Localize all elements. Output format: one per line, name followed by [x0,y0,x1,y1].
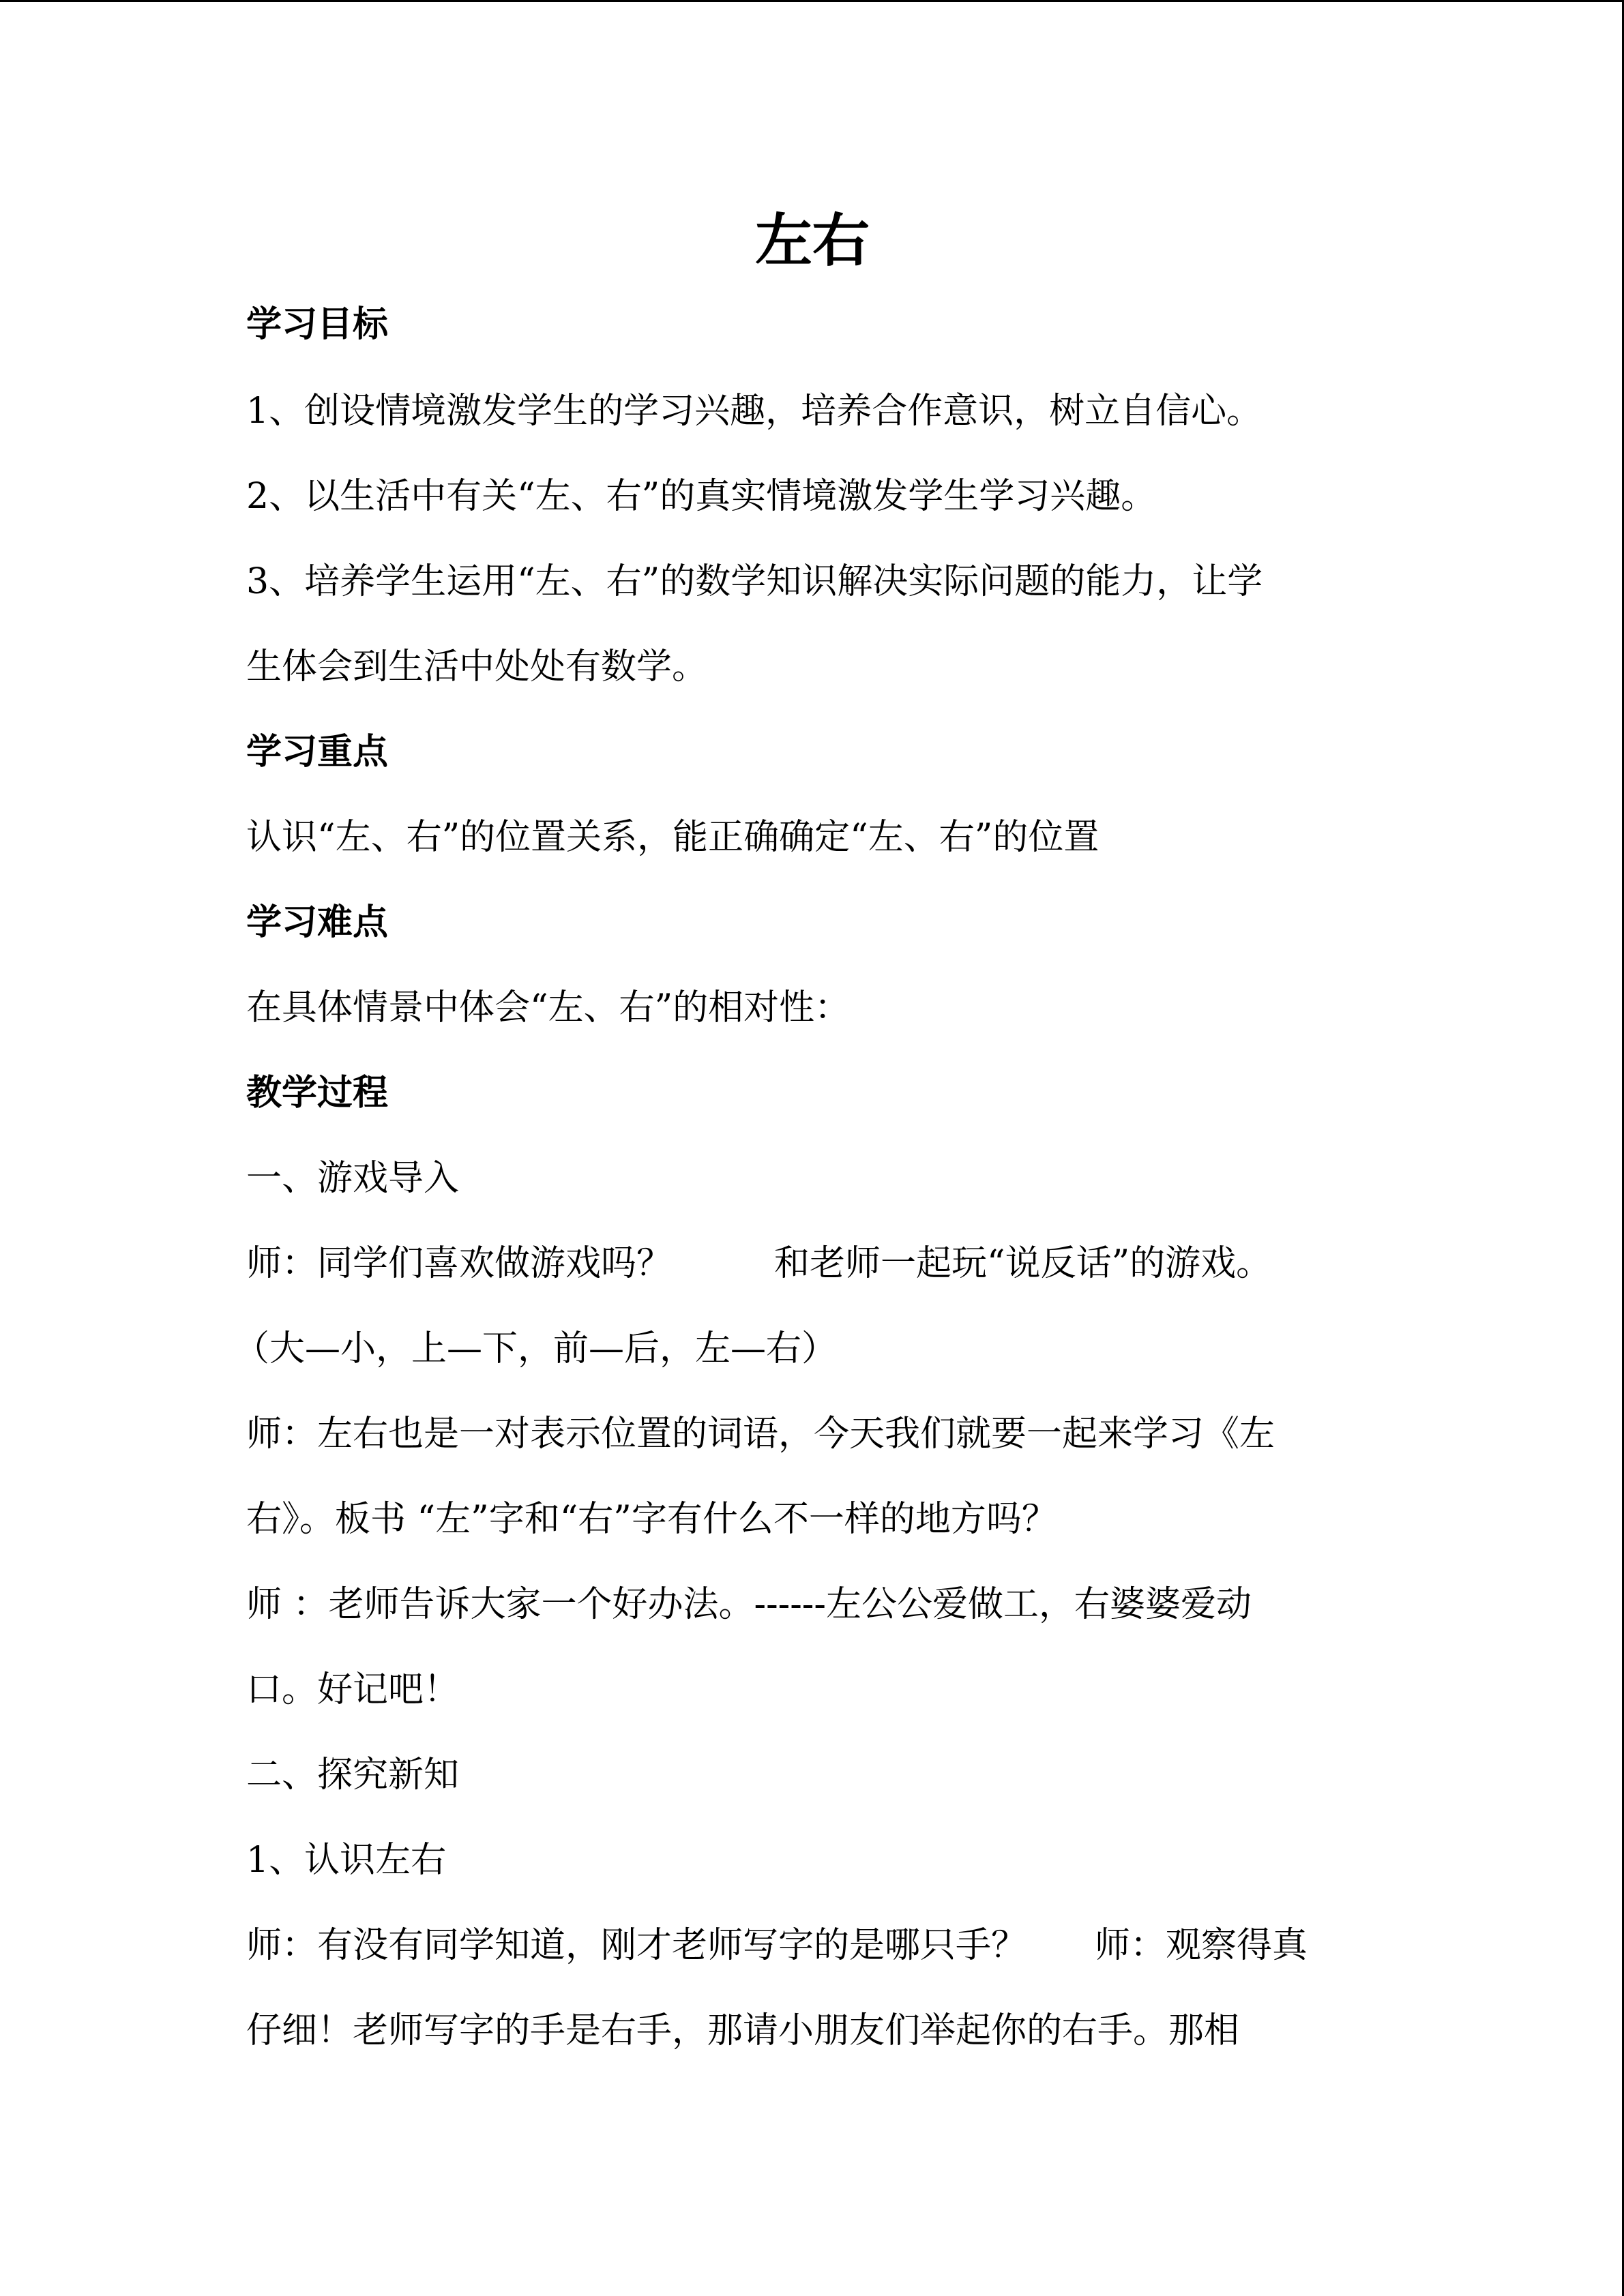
paragraph-teacher-tip-line-1: 师 ：老师告诉大家一个好办法。------左公公爱做工，右婆婆爱动 [246,1584,1252,1625]
paragraph-teacher-tip-line-2: 口。好记吧！ [246,1669,460,1710]
paragraph-goal-3-line-2: 生体会到生活中处处有数学。 [246,646,708,687]
paragraph-goal-3-line-1: 3、培养学生运用“左、右”的数学知识解决实际问题的能力，让学 [246,561,1263,602]
teacher-which-hand-part-1: 师：有没有同学知道，刚才老师写字的是哪只手？ [246,1925,1027,1966]
subsection-game-intro: 一、游戏导入 [246,1158,460,1199]
section-heading-learning-goals: 学习目标 [246,304,389,345]
paragraph-goal-2: 2、以生活中有关“左、右”的真实情境激发学生学习兴趣。 [246,476,1157,517]
section-heading-key-points: 学习重点 [246,732,389,773]
paragraph-goal-1: 1、创设情境激发学生的学习兴趣，培养合作意识，树立自信心。 [246,391,1263,432]
paragraph-teacher-left-right-line-2: 右》。板书 “左”字和“右”字有什么不一样的地方吗？ [246,1499,1057,1540]
paragraph-teacher-game-question [246,1236,1271,1291]
subsection-explore-new: 二、探究新知 [246,1755,460,1795]
paragraph-difficulty: 在具体情景中体会“左、右”的相对性： [246,987,851,1028]
paragraph-key-point: 认识“左、右”的位置关系，能正确确定“左、右”的位置 [246,817,1099,858]
paragraph-teacher-left-right-line-1: 师：左右也是一对表示位置的词语，今天我们就要一起来学习《左 [246,1414,1275,1455]
subsection-recognize-left-right: 1、认识左右 [246,1840,447,1881]
teacher-game-question-part-2: 和老师一起玩“说反话”的游戏。 [774,1243,1272,1284]
section-heading-difficulties: 学习难点 [246,902,389,943]
teacher-which-hand-part-2: 师：观察得真 [1095,1925,1308,1966]
paragraph-teacher-right-hand: 仔细！老师写字的手是右手，那请小朋友们举起你的右手。那相 [246,2010,1240,2051]
paragraph-teacher-which-hand [246,1918,1308,1973]
document-title: 左右 [754,207,870,274]
section-heading-teaching-process: 教学过程 [246,1073,389,1114]
paragraph-opposites: （大—小，上—下，前—后，左—右） [234,1328,838,1369]
teacher-game-question-part-1: 师：同学们喜欢做游戏吗？ [246,1243,673,1284]
